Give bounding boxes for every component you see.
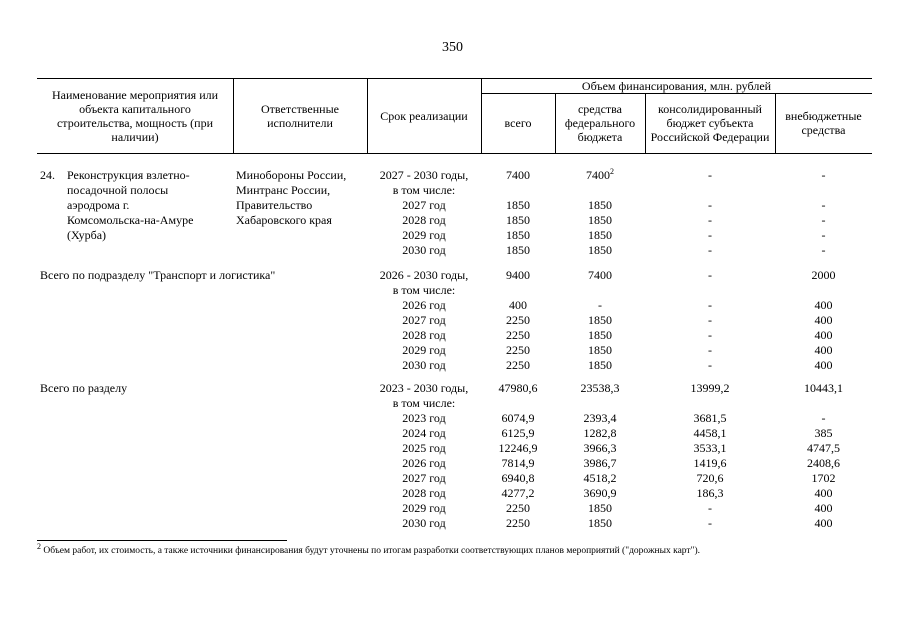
item-name-line: Комсомольска-на-Амуре xyxy=(67,213,194,227)
period-including: в том числе: xyxy=(392,183,456,197)
footnote-text: Объем работ, их стоимость, а также источники финансирования будут уточнены по итогам разработки соответствующих планов мероприятий ("дорожных карт"). xyxy=(41,546,700,556)
executor-line: Хабаровского края xyxy=(236,213,332,227)
subsection-title: Всего по подразделу "Транспорт и логистика" xyxy=(40,268,276,282)
period-range: 2027 - 2030 годы, xyxy=(379,168,469,182)
period-including: в том числе: xyxy=(392,283,456,297)
item-name-line: аэродрома г. xyxy=(67,198,130,212)
header-bottom-rule xyxy=(37,153,872,154)
header-funding: Объем финансирования, млн. рублей xyxy=(581,78,772,93)
period-range: 2026 - 2030 годы, xyxy=(379,268,469,282)
footnote xyxy=(37,541,700,556)
header-total: всего xyxy=(504,116,532,130)
item-name-line: посадочной полосы xyxy=(67,183,169,197)
header-federal: средства федерального бюджета xyxy=(564,102,636,144)
section-title: Всего по разделу xyxy=(40,381,128,395)
executor-line: Правительство xyxy=(236,198,313,212)
period-including: в том числе: xyxy=(392,396,456,410)
footnote-mark: 2 xyxy=(37,541,41,551)
page-number: 350 xyxy=(442,40,463,55)
footnote-ref[interactable]: 2 xyxy=(610,167,614,176)
executor-line: Минобороны России, xyxy=(236,168,347,182)
item-name-line: (Хурба) xyxy=(67,228,107,242)
executor-line: Минтранс России, xyxy=(236,183,331,197)
item-name-line: Реконструкция взлетно- xyxy=(67,168,190,182)
header-regional: консолидированный бюджет субъекта Российской Федерации xyxy=(650,102,770,144)
header-name: Наименование мероприятия или объекта капитального строительства, мощность (при наличии) xyxy=(51,87,219,144)
item-number: 24. xyxy=(40,168,55,182)
header-executors: Ответственные исполнители xyxy=(261,101,339,130)
header-period: Срок реализации xyxy=(380,108,468,123)
footnote-separator xyxy=(37,540,287,541)
period-range: 2023 - 2030 годы, xyxy=(379,381,469,395)
header-extrabudget: внебюджетные средства xyxy=(785,109,862,137)
